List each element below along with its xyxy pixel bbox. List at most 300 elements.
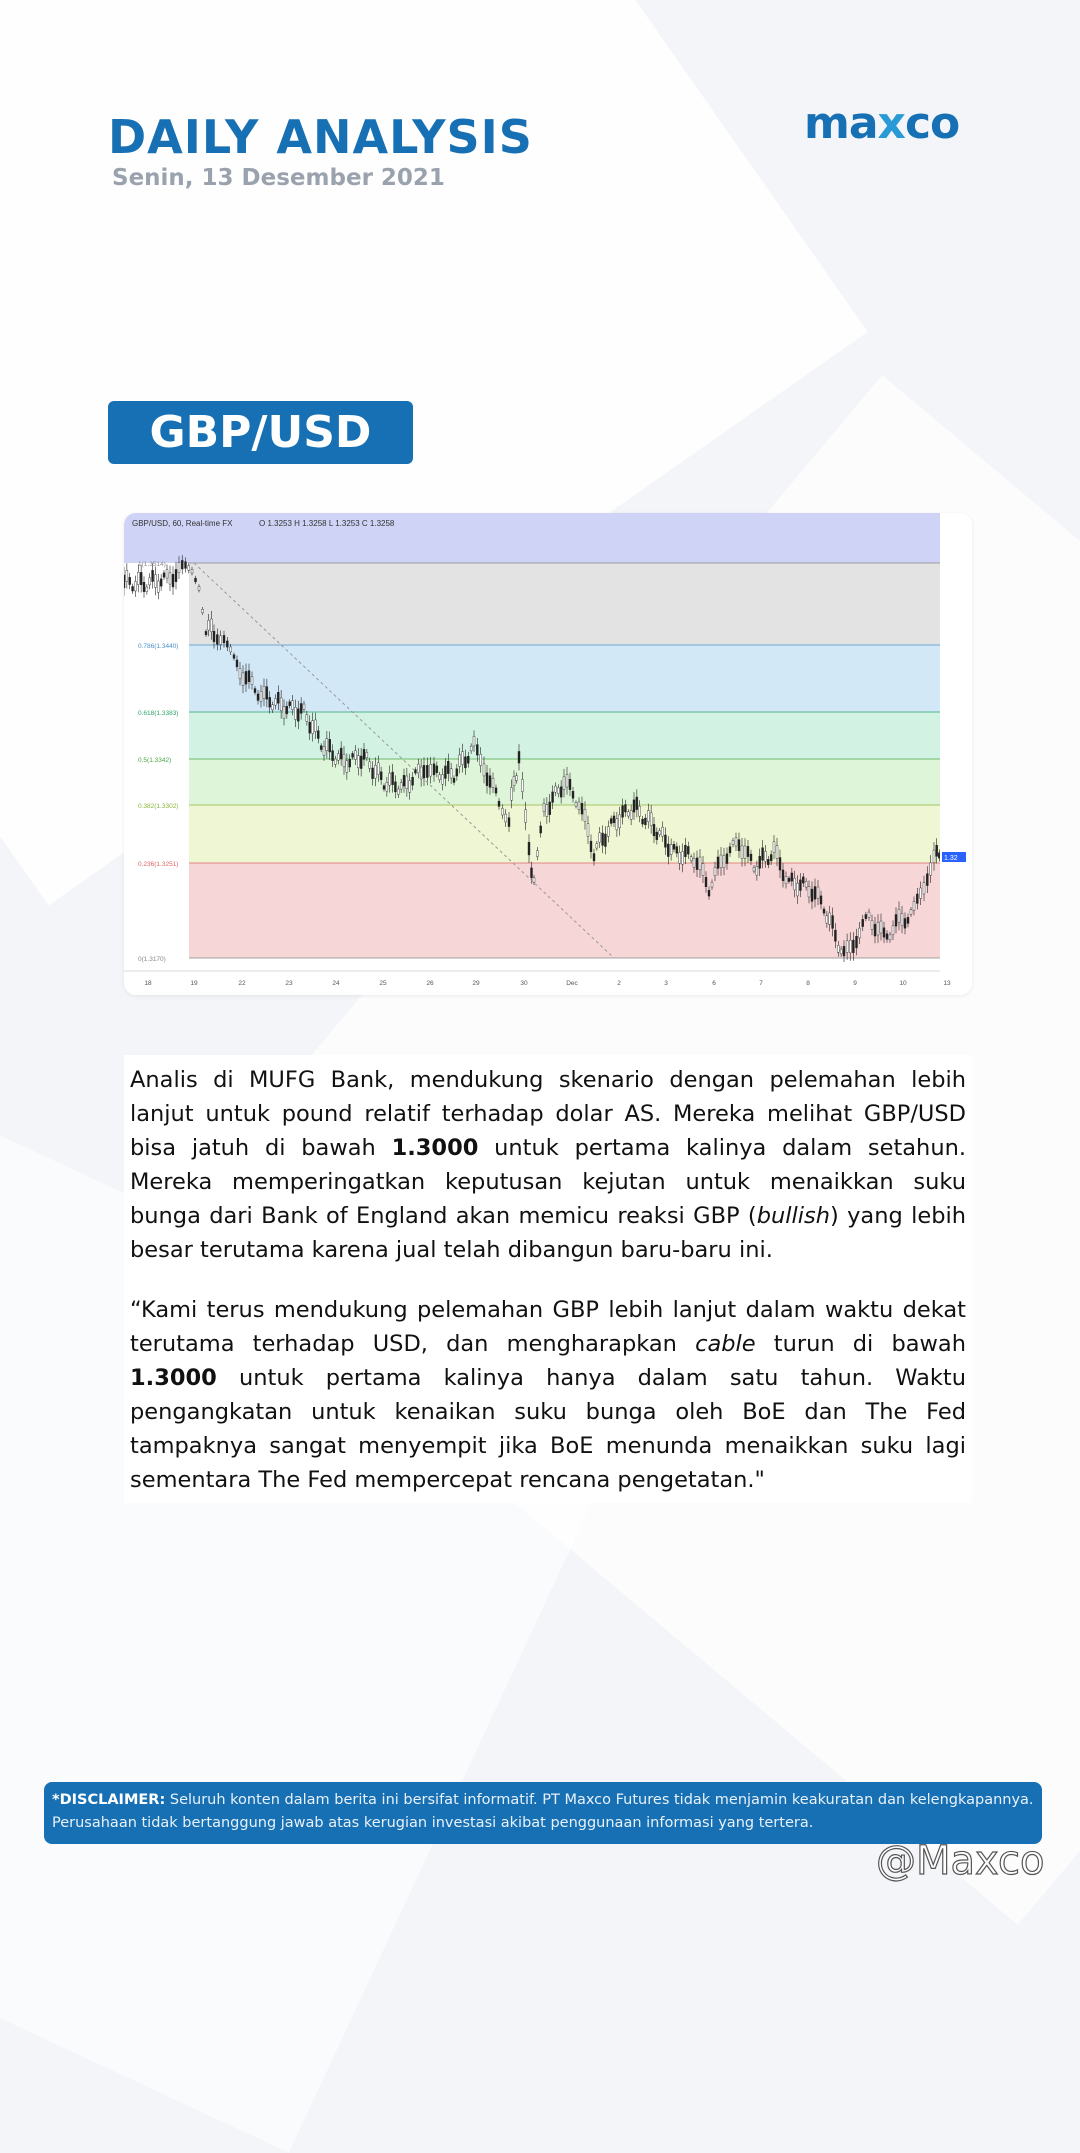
candle-body	[292, 701, 294, 710]
disclaimer-label: *DISCLAIMER:	[52, 1792, 166, 1808]
candle-body	[711, 882, 713, 887]
candle-body	[554, 786, 556, 792]
page-title: DAILY ANALYSIS	[108, 110, 533, 164]
candle-body	[607, 827, 609, 837]
candle-body	[280, 698, 282, 711]
candle-body	[622, 806, 624, 817]
candle-body	[670, 845, 672, 855]
disclaimer-box	[44, 1782, 1042, 1844]
candle-body	[889, 935, 891, 940]
text-run: bullish	[756, 1203, 830, 1229]
currency-pair-badge: GBP/USD	[108, 401, 413, 464]
candle-body	[729, 847, 731, 853]
candle-body	[126, 570, 128, 581]
candle-body	[741, 846, 743, 859]
candle-body	[604, 834, 606, 846]
fib-level-label: 0.382(1.3302)	[138, 803, 179, 810]
candle-body	[837, 945, 839, 952]
candle-body	[910, 910, 912, 914]
candle-body	[650, 813, 652, 826]
candle-body	[263, 686, 265, 698]
candle-body	[480, 754, 482, 765]
candle-body	[260, 691, 262, 701]
candle-body	[834, 930, 836, 941]
candle-body	[202, 609, 204, 613]
disclaimer-text: Seluruh konten dalam berita ini bersifat informatif. PT Maxco Futures tidak menjamin keakuratan dan kelengkapannya. Perusahaan tidak bertanggung jawab atas kerugian investasi akibat penggunaan informasi yang tertera.	[52, 1792, 1034, 1831]
candle-body	[627, 812, 629, 816]
x-tick-label: 30	[520, 980, 528, 987]
price-chart	[124, 513, 972, 995]
candle-body	[326, 739, 328, 751]
text-run: Analis di MUFG Bank, mendukung skenario dengan pelemahan lebih lanjut untuk pound relatif terhadap dolar AS. Mereka melihat GBP/USD bisa jatuh di bawah	[130, 1067, 966, 1161]
candle-body	[682, 852, 684, 865]
candle-body	[913, 902, 915, 910]
candle-body	[245, 671, 247, 684]
candle-body	[181, 560, 183, 569]
candle-body	[593, 854, 595, 861]
candle-body	[662, 827, 664, 836]
candle-body	[936, 845, 938, 856]
x-tick-label: 25	[379, 980, 387, 987]
candle-body	[495, 788, 497, 793]
candle-body	[633, 800, 635, 812]
candle-body	[549, 802, 551, 815]
candle-body	[750, 854, 752, 861]
fib-level-label: 0(1.3170)	[138, 956, 166, 963]
x-tick-label: 10	[899, 980, 907, 987]
candle-body	[518, 751, 520, 763]
candle-body	[160, 579, 162, 586]
logo-part: co	[904, 98, 960, 149]
x-tick-label: 23	[285, 980, 293, 987]
candle-body	[799, 880, 801, 891]
candle-body	[840, 949, 842, 954]
candle-body	[797, 883, 799, 896]
logo-part: ma	[804, 98, 878, 149]
x-tick-label: 6	[712, 980, 716, 987]
candle-body	[433, 764, 435, 775]
candle-body	[309, 722, 311, 733]
candle-body	[498, 801, 500, 806]
candle-body	[216, 635, 218, 645]
text-run: untuk pertama kalinya dalam setahun. Mereka memperingatkan keputusan kejutan untuk menaikkan suku bunga dari Bank of England akan memicu reaksi GBP (	[130, 1135, 966, 1229]
candle-body	[664, 835, 666, 847]
watermark: @Maxco	[876, 1838, 1045, 1884]
candle-body	[820, 896, 822, 904]
candle-body	[464, 757, 466, 768]
candle-body	[470, 746, 472, 751]
candle-body	[134, 582, 136, 591]
candle-body	[613, 816, 615, 823]
candle-body	[877, 922, 879, 935]
candle-body	[667, 844, 669, 857]
candle-body	[811, 889, 813, 901]
chart-header: GBP/USD, 60, Real-time FX	[132, 519, 233, 528]
candle-body	[926, 874, 928, 886]
fib-band	[189, 712, 940, 759]
candle-body	[747, 846, 749, 856]
candle-body	[444, 766, 446, 778]
candle-body	[533, 878, 535, 883]
candle-body	[773, 842, 775, 853]
candle-body	[314, 720, 316, 732]
candle-body	[400, 783, 402, 789]
candle-body	[895, 915, 897, 927]
candle-body	[584, 809, 586, 822]
candle-body	[317, 731, 319, 739]
candle-body	[923, 883, 925, 894]
candle-body	[369, 762, 371, 768]
candle-body	[616, 819, 618, 830]
candle-body	[846, 941, 848, 953]
candle-body	[143, 582, 145, 592]
fib-band	[189, 863, 940, 958]
candle-body	[630, 810, 632, 819]
candle-body	[453, 778, 455, 782]
x-axis-area	[124, 971, 972, 995]
candle-body	[569, 779, 571, 789]
candle-body	[242, 673, 244, 685]
text-run: turun di bawah	[755, 1331, 966, 1357]
candle-body	[883, 928, 885, 937]
candle-body	[394, 782, 396, 792]
candle-body	[226, 641, 228, 647]
candle-body	[708, 890, 710, 896]
candle-body	[483, 764, 485, 776]
candle-body	[337, 754, 339, 760]
candle-body	[357, 756, 359, 768]
candle-body	[531, 868, 533, 878]
candle-body	[306, 715, 308, 722]
candle-body	[366, 752, 368, 757]
candle-body	[467, 756, 469, 763]
candle-body	[389, 773, 391, 785]
candle-body	[346, 761, 348, 773]
candle-body	[673, 844, 675, 849]
candle-body	[163, 573, 165, 577]
candle-body	[157, 581, 159, 592]
logo-part: x	[877, 98, 905, 149]
candle-body	[430, 764, 432, 776]
candle-body	[320, 746, 322, 750]
x-tick-label: 9	[853, 980, 857, 987]
candle-body	[286, 706, 288, 714]
candle-body	[880, 921, 882, 933]
candle-body	[185, 562, 187, 569]
candle-body	[717, 857, 719, 868]
candle-body	[334, 759, 336, 764]
candle-body	[274, 698, 276, 705]
candle-body	[521, 779, 523, 791]
candle-body	[426, 765, 428, 777]
candle-body	[832, 916, 834, 929]
candle-body	[409, 781, 411, 793]
candle-body	[659, 831, 661, 835]
candle-body	[856, 936, 858, 948]
x-tick-label: 18	[144, 980, 152, 987]
candle-body	[930, 863, 932, 875]
candle-body	[257, 694, 259, 701]
candle-body	[489, 776, 491, 788]
text-run: ) yang lebih besar terutama karena jual telah dibangun baru-baru ini.	[130, 1203, 966, 1263]
x-tick-label: 24	[332, 980, 340, 987]
candle-body	[794, 878, 796, 890]
candle-body	[516, 776, 518, 781]
candle-body	[656, 832, 658, 840]
x-tick-label: 26	[426, 980, 434, 987]
candle-body	[363, 749, 365, 759]
candle-body	[525, 810, 527, 823]
candle-body	[412, 777, 414, 785]
x-tick-label: 19	[190, 980, 198, 987]
chart-ohlc: O 1.3253 H 1.3258 L 1.3253 C 1.3258	[259, 519, 395, 528]
candle-body	[251, 677, 253, 685]
candle-body	[540, 826, 542, 833]
text-run: “Kami terus mendukung pelemahan GBP lebih lanjut dalam waktu dekat terutama terhadap USD, dan mengharapkan	[130, 1297, 966, 1357]
x-tick-label: 13	[943, 980, 951, 987]
candle-body	[862, 919, 864, 926]
maxco-logo	[804, 98, 959, 149]
candle-body	[372, 768, 374, 779]
candle-body	[191, 569, 193, 573]
candle-body	[354, 751, 356, 760]
candle-body	[557, 788, 559, 794]
candle-body	[805, 881, 807, 887]
candle-body	[459, 755, 461, 766]
candle-body	[874, 924, 876, 936]
candle-body	[823, 909, 825, 913]
candle-body	[826, 916, 828, 923]
candle-body	[152, 570, 154, 581]
x-tick-label: 2	[617, 980, 621, 987]
fib-level-label: 0.5(1.3342)	[138, 757, 172, 764]
candle-body	[587, 824, 589, 837]
candle-body	[578, 802, 580, 810]
candle-body	[239, 668, 241, 678]
candle-body	[723, 855, 725, 867]
x-tick-label: 29	[472, 980, 480, 987]
fib-band	[189, 563, 940, 645]
candle-body	[386, 782, 388, 791]
candle-body	[624, 805, 626, 813]
candle-body	[188, 566, 190, 571]
candle-body	[269, 697, 271, 707]
candle-body	[599, 833, 601, 842]
candle-body	[892, 926, 894, 935]
candle-body	[636, 797, 638, 810]
candle-body	[205, 631, 207, 634]
candle-body	[220, 636, 222, 645]
candle-body	[619, 815, 621, 828]
fib-band	[189, 805, 940, 863]
candle-body	[785, 876, 787, 884]
x-tick-label: 8	[806, 980, 810, 987]
candle-body	[511, 788, 513, 801]
candle-body	[808, 887, 810, 897]
candle-body	[505, 814, 507, 822]
candle-body	[236, 660, 238, 667]
candle-body	[146, 587, 148, 592]
candle-body	[492, 778, 494, 787]
text-run: 1.3000	[130, 1365, 217, 1391]
candle-body	[575, 803, 577, 807]
candle-body	[920, 888, 922, 898]
fib-level-label: 0.236(1.3251)	[138, 861, 179, 868]
candle-body	[397, 789, 399, 795]
candle-body	[735, 838, 737, 846]
candle-body	[653, 824, 655, 836]
candle-body	[714, 867, 716, 876]
candle-body	[210, 619, 212, 632]
candle-body	[383, 786, 385, 790]
candle-body	[756, 866, 758, 875]
candle-body	[439, 775, 441, 780]
candle-body	[753, 867, 755, 871]
candle-body	[788, 878, 790, 881]
candle-body	[767, 859, 769, 864]
candle-body	[254, 689, 256, 693]
candle-body	[904, 918, 906, 928]
candle-body	[360, 756, 362, 769]
candle-body	[406, 776, 408, 789]
candle-body	[684, 845, 686, 857]
candle-body	[195, 578, 197, 582]
candle-body	[312, 721, 314, 734]
candle-body	[639, 806, 641, 816]
candle-body	[423, 765, 425, 778]
candle-body	[129, 577, 131, 584]
candle-body	[702, 863, 704, 875]
candle-body	[456, 769, 458, 776]
candle-body	[300, 703, 302, 713]
candle-body	[687, 846, 689, 854]
candle-body	[380, 772, 382, 780]
candle-body	[272, 705, 274, 710]
candle-body	[720, 855, 722, 868]
candle-body	[329, 739, 331, 752]
candle-body	[898, 909, 900, 922]
candle-body	[699, 857, 701, 870]
article-body	[124, 1055, 972, 1503]
candle-body	[738, 840, 740, 851]
candle-body	[377, 763, 379, 775]
candle-body	[679, 852, 681, 863]
candle-body	[208, 620, 210, 630]
x-tick-label: 22	[238, 980, 246, 987]
candle-body	[323, 746, 325, 755]
candle-body	[676, 847, 678, 854]
candle-body	[403, 775, 405, 786]
candle-body	[349, 759, 351, 767]
candle-body	[764, 851, 766, 861]
candle-body	[732, 840, 734, 844]
text-run: cable	[695, 1331, 756, 1357]
candle-body	[546, 805, 548, 817]
candle-body	[528, 842, 530, 855]
fib-band	[189, 645, 940, 712]
candle-body	[814, 887, 816, 900]
candle-body	[865, 914, 867, 918]
candle-body	[829, 913, 831, 924]
candle-body	[294, 707, 296, 719]
candle-body	[340, 748, 342, 759]
candle-body	[486, 773, 488, 786]
candle-body	[868, 912, 870, 917]
candle-body	[572, 791, 574, 798]
candle-body	[303, 704, 305, 709]
candle-body	[543, 803, 545, 811]
candle-body	[560, 787, 562, 797]
report-date: Senin, 13 Desember 2021	[112, 165, 445, 191]
candle-body	[552, 792, 554, 803]
candle-body	[581, 803, 583, 814]
candle-body	[759, 856, 761, 868]
candle-body	[596, 844, 598, 848]
candle-body	[124, 575, 125, 588]
candle-body	[566, 775, 568, 787]
fib-level-label: 0.786(1.3440)	[138, 643, 179, 650]
x-tick-label: Dec	[566, 980, 578, 987]
candle-body	[791, 873, 793, 881]
candle-body	[642, 819, 644, 824]
candle-body	[916, 894, 918, 903]
candle-body	[473, 736, 475, 746]
candle-body	[332, 751, 334, 761]
candle-body	[802, 877, 804, 883]
candle-body	[223, 635, 225, 643]
x-tick-label: 7	[759, 980, 763, 987]
candle-body	[436, 766, 438, 773]
candle-body	[442, 775, 444, 785]
text-run: 1.3000	[391, 1135, 479, 1161]
candle-body	[513, 776, 515, 785]
candle-body	[277, 692, 279, 703]
candle-body	[248, 671, 250, 682]
fib-band	[124, 513, 940, 563]
candle-body	[169, 573, 171, 584]
text-run: untuk pertama kalinya hanya dalam satu tahun. Waktu pengangkatan untuk kenaikan suku bunga oleh BoE dan The Fed tampaknya sangat menyempit jika BoE menunda menaikkan suku lagi sementara The Fed mempercepat rencana pengetatan."	[130, 1365, 966, 1493]
candle-body	[283, 707, 285, 719]
candle-body	[230, 647, 232, 652]
candle-body	[886, 934, 888, 940]
candle-body	[690, 857, 692, 861]
candle-body	[859, 928, 861, 938]
candle-body	[462, 752, 464, 765]
candle-body	[289, 702, 291, 706]
candle-body	[175, 569, 177, 581]
candle-body	[450, 769, 452, 778]
candle-body	[647, 811, 649, 822]
candle-body	[178, 563, 180, 573]
candle-body	[602, 833, 604, 845]
candle-body	[563, 777, 565, 790]
candle-body	[770, 854, 772, 860]
candle-body	[901, 913, 903, 925]
candle-body	[779, 858, 781, 871]
candle-body	[536, 851, 538, 857]
candle-body	[137, 572, 139, 584]
article-paragraph	[130, 1293, 966, 1497]
candle-body	[508, 818, 510, 827]
y-axis-area	[940, 513, 972, 995]
chart-canvas	[124, 513, 972, 995]
candle-body	[198, 587, 200, 591]
candle-body	[871, 920, 873, 929]
candle-body	[933, 850, 935, 863]
candle-body	[782, 870, 784, 881]
candle-body	[233, 655, 235, 659]
candle-body	[343, 754, 345, 767]
